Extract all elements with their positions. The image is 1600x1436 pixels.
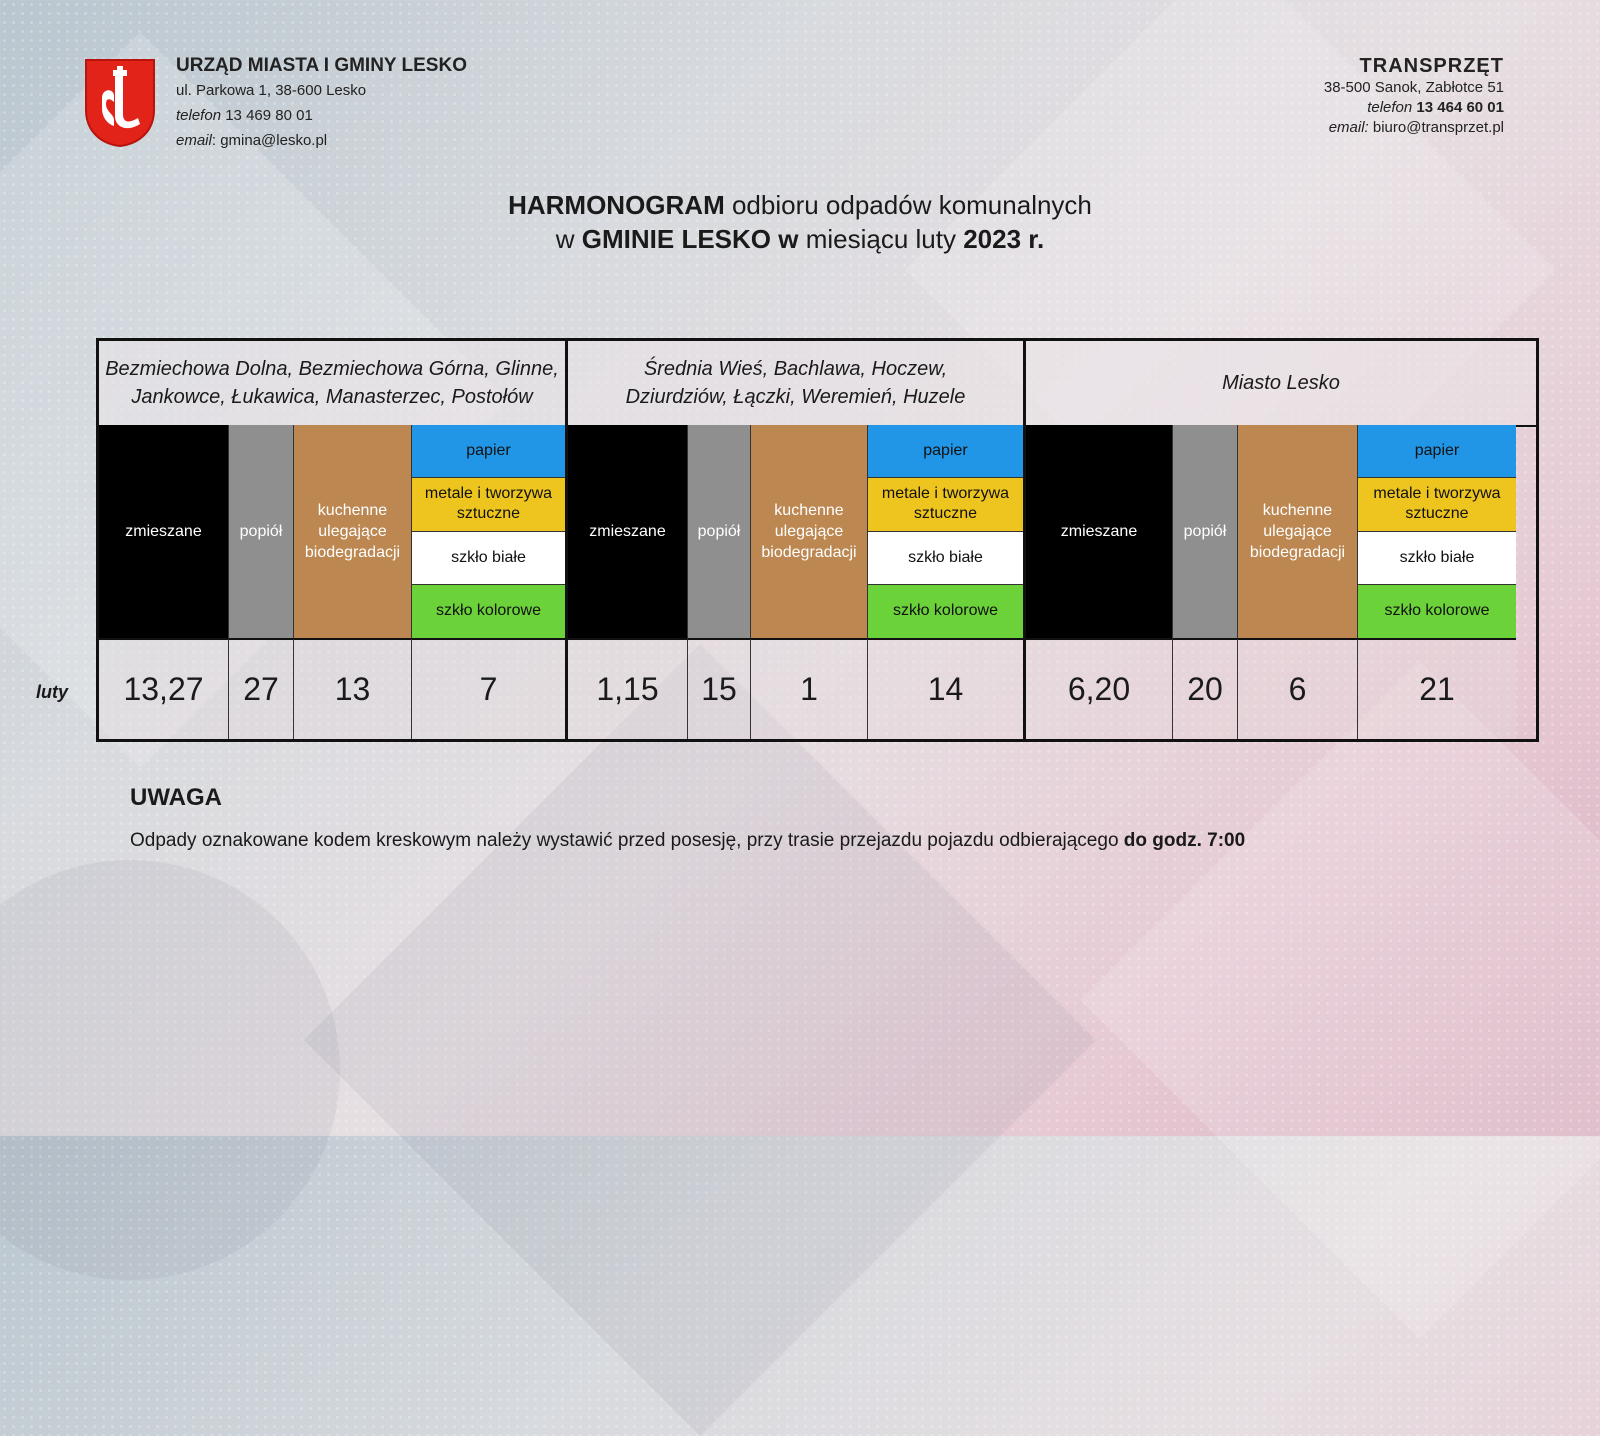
date-bio: 1: [751, 638, 868, 739]
office-info: URZĄD MIASTA I GMINY LESKO ul. Parkowa 1, 38-600 Lesko telefon 13 469 80 01 email: gmina@lesko.pl: [176, 55, 467, 149]
company-email[interactable]: biuro@transprzet.pl: [1372, 119, 1504, 136]
note-heading: UWAGA: [130, 784, 222, 811]
company-email-label: email:: [1328, 119, 1369, 136]
waste-recyclables: [1358, 425, 1516, 638]
area-header: [1026, 341, 1536, 427]
date-recyclables: 7: [412, 638, 565, 739]
waste-metal-plastic: metale i tworzywa sztuczne: [868, 478, 1023, 531]
date-recyclables: 14: [868, 638, 1023, 739]
area-2: [568, 338, 1026, 742]
waste-recyclables: [868, 425, 1023, 638]
company-address: 38-500 Sanok, Zabłotce 51: [1323, 79, 1504, 96]
date-ash: 20: [1173, 638, 1238, 739]
waste-bio: kuchenne ulegające biodegradacji: [1238, 425, 1358, 638]
waste-glass-colored: szkło kolorowe: [868, 585, 1023, 638]
area-3: [1026, 338, 1539, 742]
title-harmonogram: HARMONOGRAM: [508, 190, 725, 220]
waste-paper: papier: [1358, 425, 1516, 478]
title-w: w: [555, 224, 582, 254]
waste-ash: popiół: [688, 425, 751, 638]
lesko-crest-icon: [84, 58, 156, 148]
office-address: ul. Parkowa 1, 38-600 Lesko: [176, 82, 367, 99]
office-email-label: email: [176, 132, 212, 149]
office-name: URZĄD MIASTA I GMINY LESKO: [176, 55, 467, 76]
area-header-line: Jankowce, Łukawica, Manasterzec, Postołów: [131, 386, 533, 408]
company-phone: 13 464 60 01: [1416, 99, 1504, 116]
page-title: [0, 188, 1600, 256]
area-header: [99, 341, 565, 427]
waste-recyclables: [412, 425, 565, 638]
waste-mixed: zmieszane: [568, 425, 688, 638]
note-body: Odpady oznakowane kodem kreskowym należy wystawić przed posesję, przy trasie przejazdu pojazdu odbierającego: [130, 830, 1124, 851]
title-month: miesiącu luty: [798, 224, 964, 254]
waste-ash: popiół: [229, 425, 294, 638]
waste-metal-plastic: metale i tworzywa sztuczne: [1358, 478, 1516, 531]
waste-glass-white: szkło białe: [868, 532, 1023, 585]
office-phone: 13 469 80 01: [225, 107, 313, 124]
area-1: [96, 338, 568, 742]
title-year: 2023 r.: [963, 224, 1045, 254]
office-phone-label: telefon: [176, 107, 222, 124]
waste-paper: papier: [412, 425, 565, 478]
waste-bio: kuchenne ulegające biodegradacji: [294, 425, 412, 638]
area-header-line: Miasto Lesko: [1222, 372, 1340, 394]
date-recyclables: 21: [1358, 638, 1516, 739]
date-bio: 6: [1238, 638, 1358, 739]
waste-mixed: zmieszane: [1026, 425, 1173, 638]
schedule-table: [96, 338, 1539, 742]
company-phone-label: telefon: [1367, 99, 1413, 116]
month-label: luty: [36, 682, 69, 702]
company-logo: TRANSPRZĘT: [1359, 55, 1504, 77]
date-mixed: 13,27: [99, 638, 229, 739]
waste-paper: papier: [868, 425, 1023, 478]
waste-glass-colored: szkło kolorowe: [412, 585, 565, 638]
area-header-line: Średnia Wieś, Bachlawa, Hoczew,: [643, 358, 948, 380]
waste-glass-white: szkło białe: [1358, 532, 1516, 585]
waste-metal-plastic: metale i tworzywa sztuczne: [412, 478, 565, 531]
waste-ash: popiół: [1173, 425, 1238, 638]
title-line1-rest: odbioru odpadów komunalnych: [724, 190, 1092, 220]
title-w2: w: [771, 224, 799, 254]
date-ash: 27: [229, 638, 294, 739]
date-bio: 13: [294, 638, 412, 739]
title-place: GMINIE LESKO: [581, 224, 772, 254]
area-header-line: Bezmiechowa Dolna, Bezmiechowa Górna, Glinne,: [105, 358, 559, 380]
area-header-line: Dziurdziów, Łączki, Weremień, Huzele: [625, 386, 966, 408]
company-info: [1324, 54, 1504, 138]
note-deadline: do godz. 7:00: [1123, 830, 1246, 851]
date-ash: 15: [688, 638, 751, 739]
note-text: [130, 830, 1245, 852]
date-mixed: 1,15: [568, 638, 688, 739]
waste-mixed: zmieszane: [99, 425, 229, 638]
waste-bio: kuchenne ulegające biodegradacji: [751, 425, 868, 638]
waste-glass-white: szkło białe: [412, 532, 565, 585]
waste-glass-colored: szkło kolorowe: [1358, 585, 1516, 638]
area-header: [568, 341, 1023, 427]
date-mixed: 6,20: [1026, 638, 1173, 739]
office-email[interactable]: gmina@lesko.pl: [220, 132, 328, 149]
